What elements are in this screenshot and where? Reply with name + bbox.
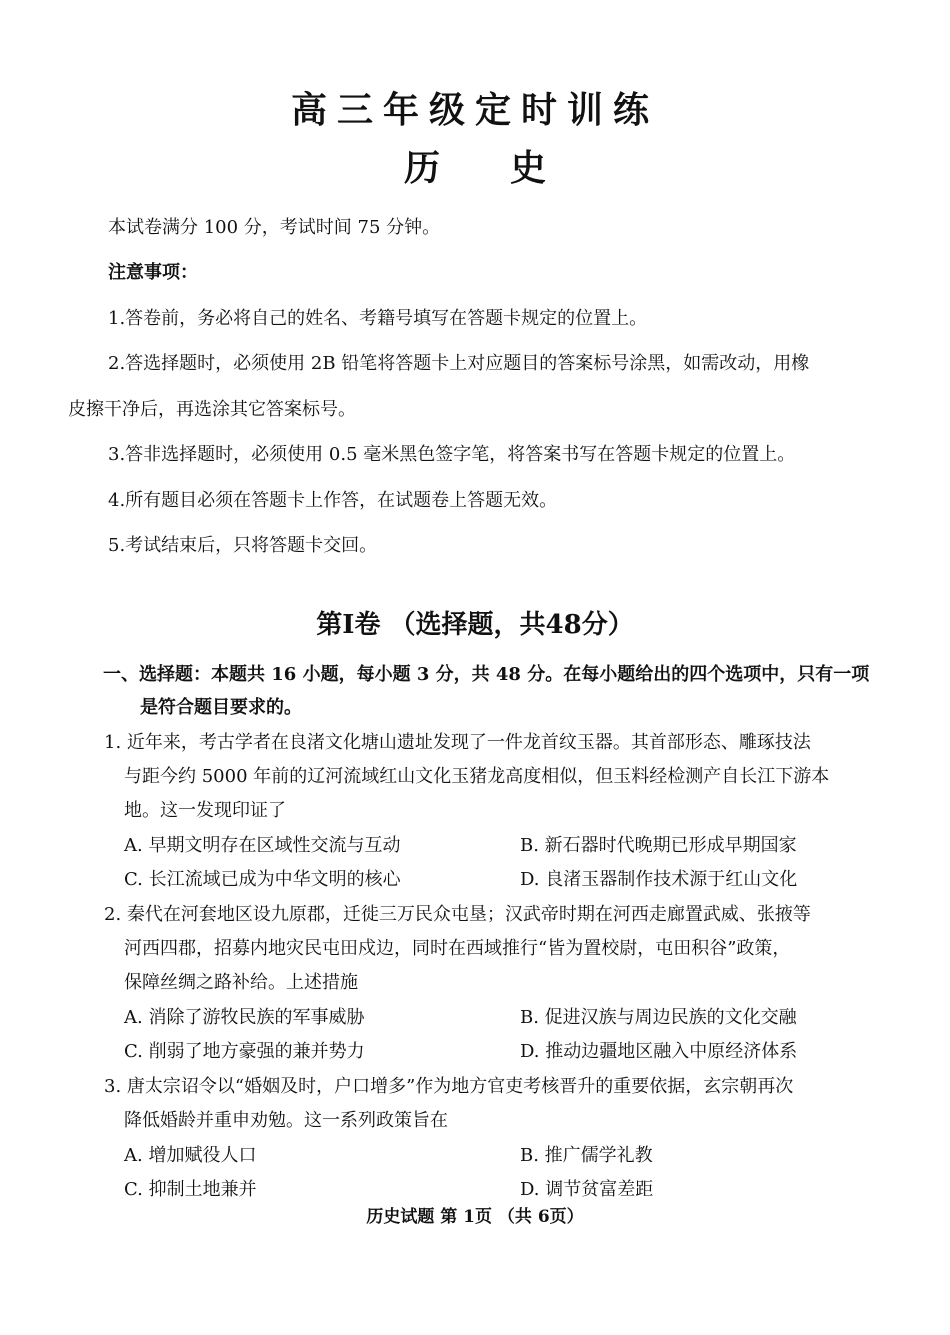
- exam-title: 高三年级定时训练: [290, 89, 659, 131]
- note-item: 4.所有题目必须在答题卡上作答，在试题卷上答题无效。: [108, 490, 558, 511]
- question-text: 地。这一发现印证了: [124, 800, 286, 821]
- answer-option: C. 削弱了地方豪强的兼并势力: [124, 1041, 365, 1062]
- answer-option: D. 良渚玉器制作技术源于红山文化: [520, 869, 798, 890]
- answer-option: B. 推广儒学礼教: [520, 1145, 653, 1166]
- score-time-info: 本试卷满分 100 分，考试时间 75 分钟。: [108, 217, 441, 238]
- question-text: 2. 秦代在河套地区设九原郡，迁徙三万民众屯垦；汉武帝时期在河西走廊置武威、张掖等: [104, 904, 811, 925]
- question-text: 河西四郡，招募内地灾民屯田戍边，同时在西域推行“皆为置校尉，屯田积谷”政策，: [124, 938, 791, 959]
- answer-option: C. 抑制土地兼并: [124, 1179, 257, 1200]
- answer-option: C. 长江流域已成为中华文明的核心: [124, 869, 401, 890]
- question-text: 与距今约 5000 年前的辽河流域红山文化玉猪龙高度相似，但玉料经检测产自长江下游本: [124, 766, 830, 787]
- note-item: 2.答选择题时，必须使用 2B 铅笔将答题卡上对应题目的答案标号涂黑，如需改动，用橡: [108, 353, 810, 374]
- section-title: 第Ⅰ卷 （选择题，共48分）: [316, 610, 634, 640]
- question-text: 保障丝绸之路补给。上述措施: [124, 972, 358, 993]
- answer-option: B. 新石器时代晚期已形成早期国家: [520, 835, 797, 856]
- answer-option: D. 推动边疆地区融入中原经济体系: [520, 1041, 798, 1062]
- answer-option: A. 增加赋役人口: [124, 1145, 257, 1166]
- note-item: 3.答非选择题时，必须使用 0.5 毫米黑色签字笔，将答案书写在答题卡规定的位置上。: [108, 444, 796, 465]
- answer-option: D. 调节贫富差距: [520, 1179, 654, 1200]
- section-instruction: 一、选择题：本题共 16 小题，每小题 3 分，共 48 分。在每小题给出的四个选项中，只有一项: [103, 664, 870, 685]
- answer-option: A. 消除了游牧民族的军事威胁: [124, 1007, 365, 1028]
- notes-heading: 注意事项：: [108, 262, 198, 283]
- question-text: 1. 近年来，考古学者在良渚文化塘山遗址发现了一件龙首纹玉器。其首部形态、雕琢技法: [104, 732, 811, 753]
- question-text: 降低婚龄并重申劝勉。这一系列政策旨在: [124, 1110, 448, 1131]
- answer-option: A. 早期文明存在区域性交流与互动: [124, 835, 401, 856]
- note-item: 5.考试结束后，只将答题卡交回。: [108, 535, 378, 556]
- section-instruction: 是符合题目要求的。: [140, 697, 302, 718]
- note-item: 皮擦干净后，再选涂其它答案标号。: [68, 399, 356, 420]
- question-text: 3. 唐太宗诏令以“婚姻及时，户口增多”作为地方官吏考核晋升的重要依据，玄宗朝再次: [104, 1076, 794, 1097]
- answer-option: B. 促进汉族与周边民族的文化交融: [520, 1007, 797, 1028]
- page-footer: 历史试题 第 1页 （共 6页）: [366, 1207, 584, 1227]
- note-item: 1.答卷前，务必将自己的姓名、考籍号填写在答题卡规定的位置上。: [108, 308, 648, 329]
- subject-title: 历史: [403, 147, 616, 189]
